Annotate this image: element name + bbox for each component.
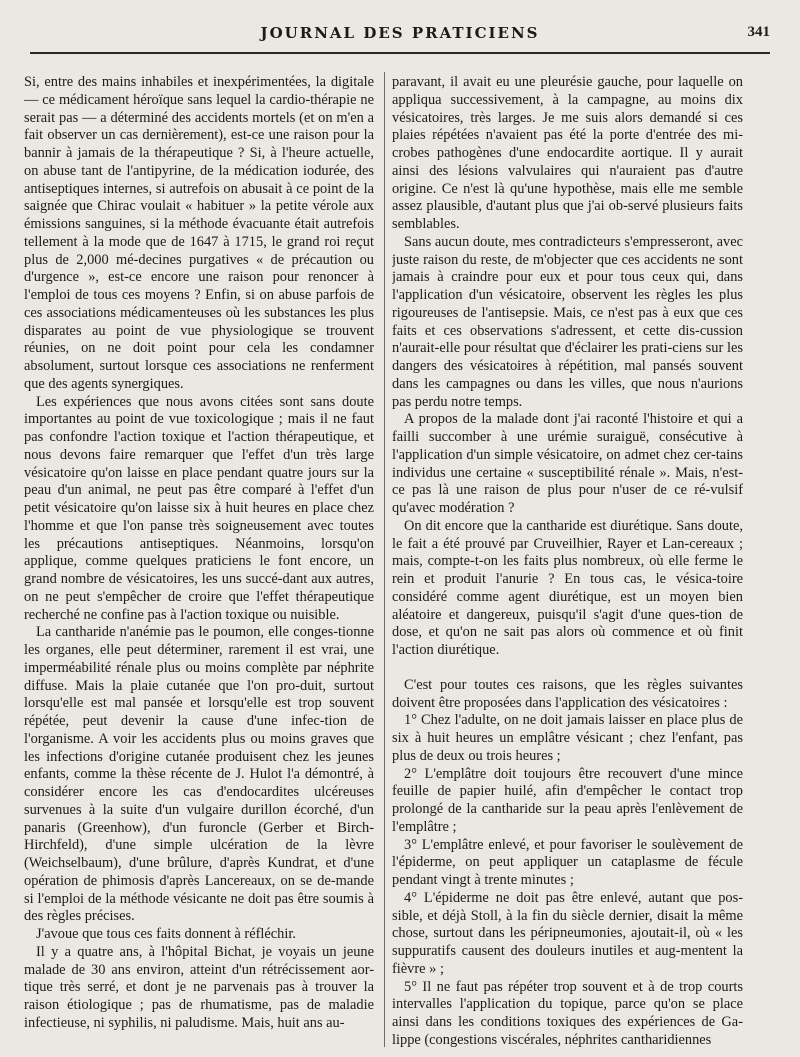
page-number: 341	[747, 24, 770, 40]
paragraph: J'avoue que tous ces faits donnent à réfléchir.	[36, 926, 296, 942]
rule-item: 5° Il ne faut pas répéter trop souvent et à de trop courts intervalles l'application du topique, parce qu'on se place ainsi dans les conditions toxiques des expériences de Ga-lippe (congestions viscérales, néphrites cantharidiennes	[392, 978, 743, 1048]
journal-title: JOURNAL DES PRATICIENS	[260, 24, 540, 42]
rule-item: 1° Chez l'adulte, on ne doit jamais laisser en place plus de six à huit heures un emplâtre vésicant ; chez l'enfant, pas plus de deux ou trois heures ;	[392, 712, 743, 764]
paragraph: Les expériences que nous avons citées sont sans doute importantes au point de vue toxicologique ; mais il ne faut pas confondre l'action toxique et l'action thérapeutique, et nous devons faire remarquer que l'effet d'un très large vésicatoire qu'on laisse en place pendant quatre jours sur la peau d'un animal, ne peut pas être comparé à l'effet d'un petit vésicatoire qu'on laisse six à huit heures en place chez l'homme et que l'on panse très soigneusement avec toutes les précautions antiseptiques. Néanmoins, lorsqu'on applique, comme quelques praticiens le font encore, un grand nombre de vésicatoires, les uns succé-dant aux autres, on ne peut s'empêcher de croire que l'effet thérapeutique recherché ne confine pas à l'action toxique ou nuisible.	[24, 393, 374, 623]
paragraph: C'est pour toutes ces raisons, que les règles suivantes doivent être proposées dans l'application des vésicatoires :	[392, 676, 743, 711]
rule-item: 2° L'emplâtre doit toujours être recouvert d'une mince feuille de papier huilé, afin d'empêcher le contact trop prolongé de la cantharide sur la peau après l'enlèvement de l'emplâtre ;	[392, 765, 743, 835]
paragraph: Il y a quatre ans, à l'hôpital Bichat, je voyais un jeune malade de 30 ans environ, atteint d'un rétrécissement aor-tique très serré, et dont je ne parvenais pas à trouver la raison étiologique ; pas de rhumatisme, pas de maladie infectieuse, ni syphilis, ni paludisme. Mais, huit ans au-	[24, 943, 374, 1031]
paragraph: La cantharide n'anémie pas le poumon, elle conges-tionne les organes, elle peut déterminer, rarement il est vrai, une imperméabilité rénale plus ou moins complète par néphrite diffuse. Mais la plaie cutanée que l'on pro-duit, surtout lorsqu'elle est mal pansée et lorsqu'elle est trop souvent répétée, peut devenir la cause d'une infec-tion de l'organisme. A voir les accidents plus ou moins graves que les infections d'origine cutanée produisent chez les jeunes enfants, comme la thèse récente de J. Hulot l'a démontré, à considérer encore les cas d'endocardites ulcéreuses survenues à la suite d'un vulgaire durillon écorché, d'un panaris (Greenhow), d'un furoncle (Gerber et Birch-Hirchfeld), d'une simple ulcération de la lèvre (Weichselbaum), d'une brûlure, d'après Kundrat, et d'une opération de phimosis d'après Lancereaux, on se de-mande si l'emploi de la méthode vésicante ne doit pas être soumis à des règles précises.	[24, 624, 374, 925]
paragraph: On dit encore que la cantharide est diurétique. Sans doute, le fait a été prouvé par Cruveilhier, Rayer et Lan-cereaux ; mais, compte-t-on les faits plus nombreux, où elle ferme le rein et produit l'anurie ? En tous cas, le vésica-toire considéré comme agent diurétique, est un moyen bien aléatoire et dangereux, puisqu'il s'agit d'une ques-tion de dose, et qu'on ne sait pas alors où commence et où finit l'action diurétique.	[392, 517, 743, 658]
header-rule	[30, 52, 770, 54]
column-divider	[384, 72, 385, 1047]
paragraph: Sans aucun doute, mes contradicteurs s'empresseront, avec juste raison du reste, de m'objecter que ces accidents ne sont jamais à craindre pour eux et pour tous ceux qui, dans l'application d'un vésicatoire, observent les règles les plus rigoureuses de l'antisepsie. Mais, ce n'est pas à eux que ces faits et ces observations s'adressent, et cette dis-cussion n'aurait-elle pour résultat que d'éclairer les prati-ciens sur les dangers des vésicatoires à répétition, mal pansés souvent dans les campagnes ou dans les villes, que nous n'aurions pas perdu notre temps.	[392, 233, 743, 410]
rule-item: 4° L'épiderme ne doit pas être enlevé, autant que pos-sible, et déjà Stoll, à la fin du siècle dernier, disait la même chose, surtout dans les péripneumonies, ajoutait-il, où « les suppuratifs causent des douleurs inutiles et aug-mentent la fièvre » ;	[392, 889, 743, 977]
paragraph: paravant, il avait eu une pleurésie gauche, pour laquelle on appliqua successivement, à la campagne, au moins dix vésicatoires, très larges. Je me suis alors demandé si ces plaies répétées n'avaient pas été la porte d'entrée des mi-crobes pathogènes d'une endocardite aortique. Il y aurait ainsi des lésions valvulaires qui n'auraient pas d'autre origine. Ce n'est là qu'une hypothèse, mais elle me semble assez plausible, d'autant plus que j'ai ob-servé plusieurs faits semblables.	[392, 74, 743, 232]
paragraph: Si, entre des mains inhabiles et inexpérimentées, la digitale — ce médicament héroïque sans lequel la cardio-thérapie ne serait pas — a déterminé des accidents mortels (et on m'en a fait observer un cas dernièrement), est-ce une raison pour la bannir à jamais de la thérapeutique ? Si, à l'heure actuelle, on abuse tant de l'antipyrine, de la médication iodurée, des antiseptiques internes, si autrefois on abusait à ce point de la saignée que Chirac voulait « habituer » la petite vérole aux émissions sanguines, si la méthode évacuante était autrefois tellement à la mode que de 1647 à 1715, le grand roi reçut plus de 2,000 mé-decines purgatives « de précaution ou d'urgence », est-ce encore une raison pour renoncer à l'emploi de tous ces moyens ? Enfin, si on abuse parfois de ces associations médicamenteuses où les substances les plus disparates au point de vue physiologique se trouvent réunies, on ne doit point pour cela les condamner absolument, surtout lorsque ces associations ne renferment que des agents synergiques.	[24, 74, 374, 392]
page-header	[30, 20, 770, 46]
right-column	[392, 74, 743, 1049]
rule-item: 3° L'emplâtre enlevé, et pour favoriser le soulèvement de l'épiderme, on peut appliquer un cataplasme de fécule pendant vingt à trente minutes ;	[392, 836, 743, 888]
left-column	[24, 74, 374, 1049]
paragraph: A propos de la malade dont j'ai raconté l'histoire et qui a failli succomber à une urémie suraiguë, consécutive à l'application d'un simple vésicatoire, on admet chez cer-tains individus une certaine « susceptibilité rénale ». Mais, n'est-ce pas là une raison de plus pour n'user de ce ré-vulsif qu'avec modération ?	[392, 411, 743, 516]
